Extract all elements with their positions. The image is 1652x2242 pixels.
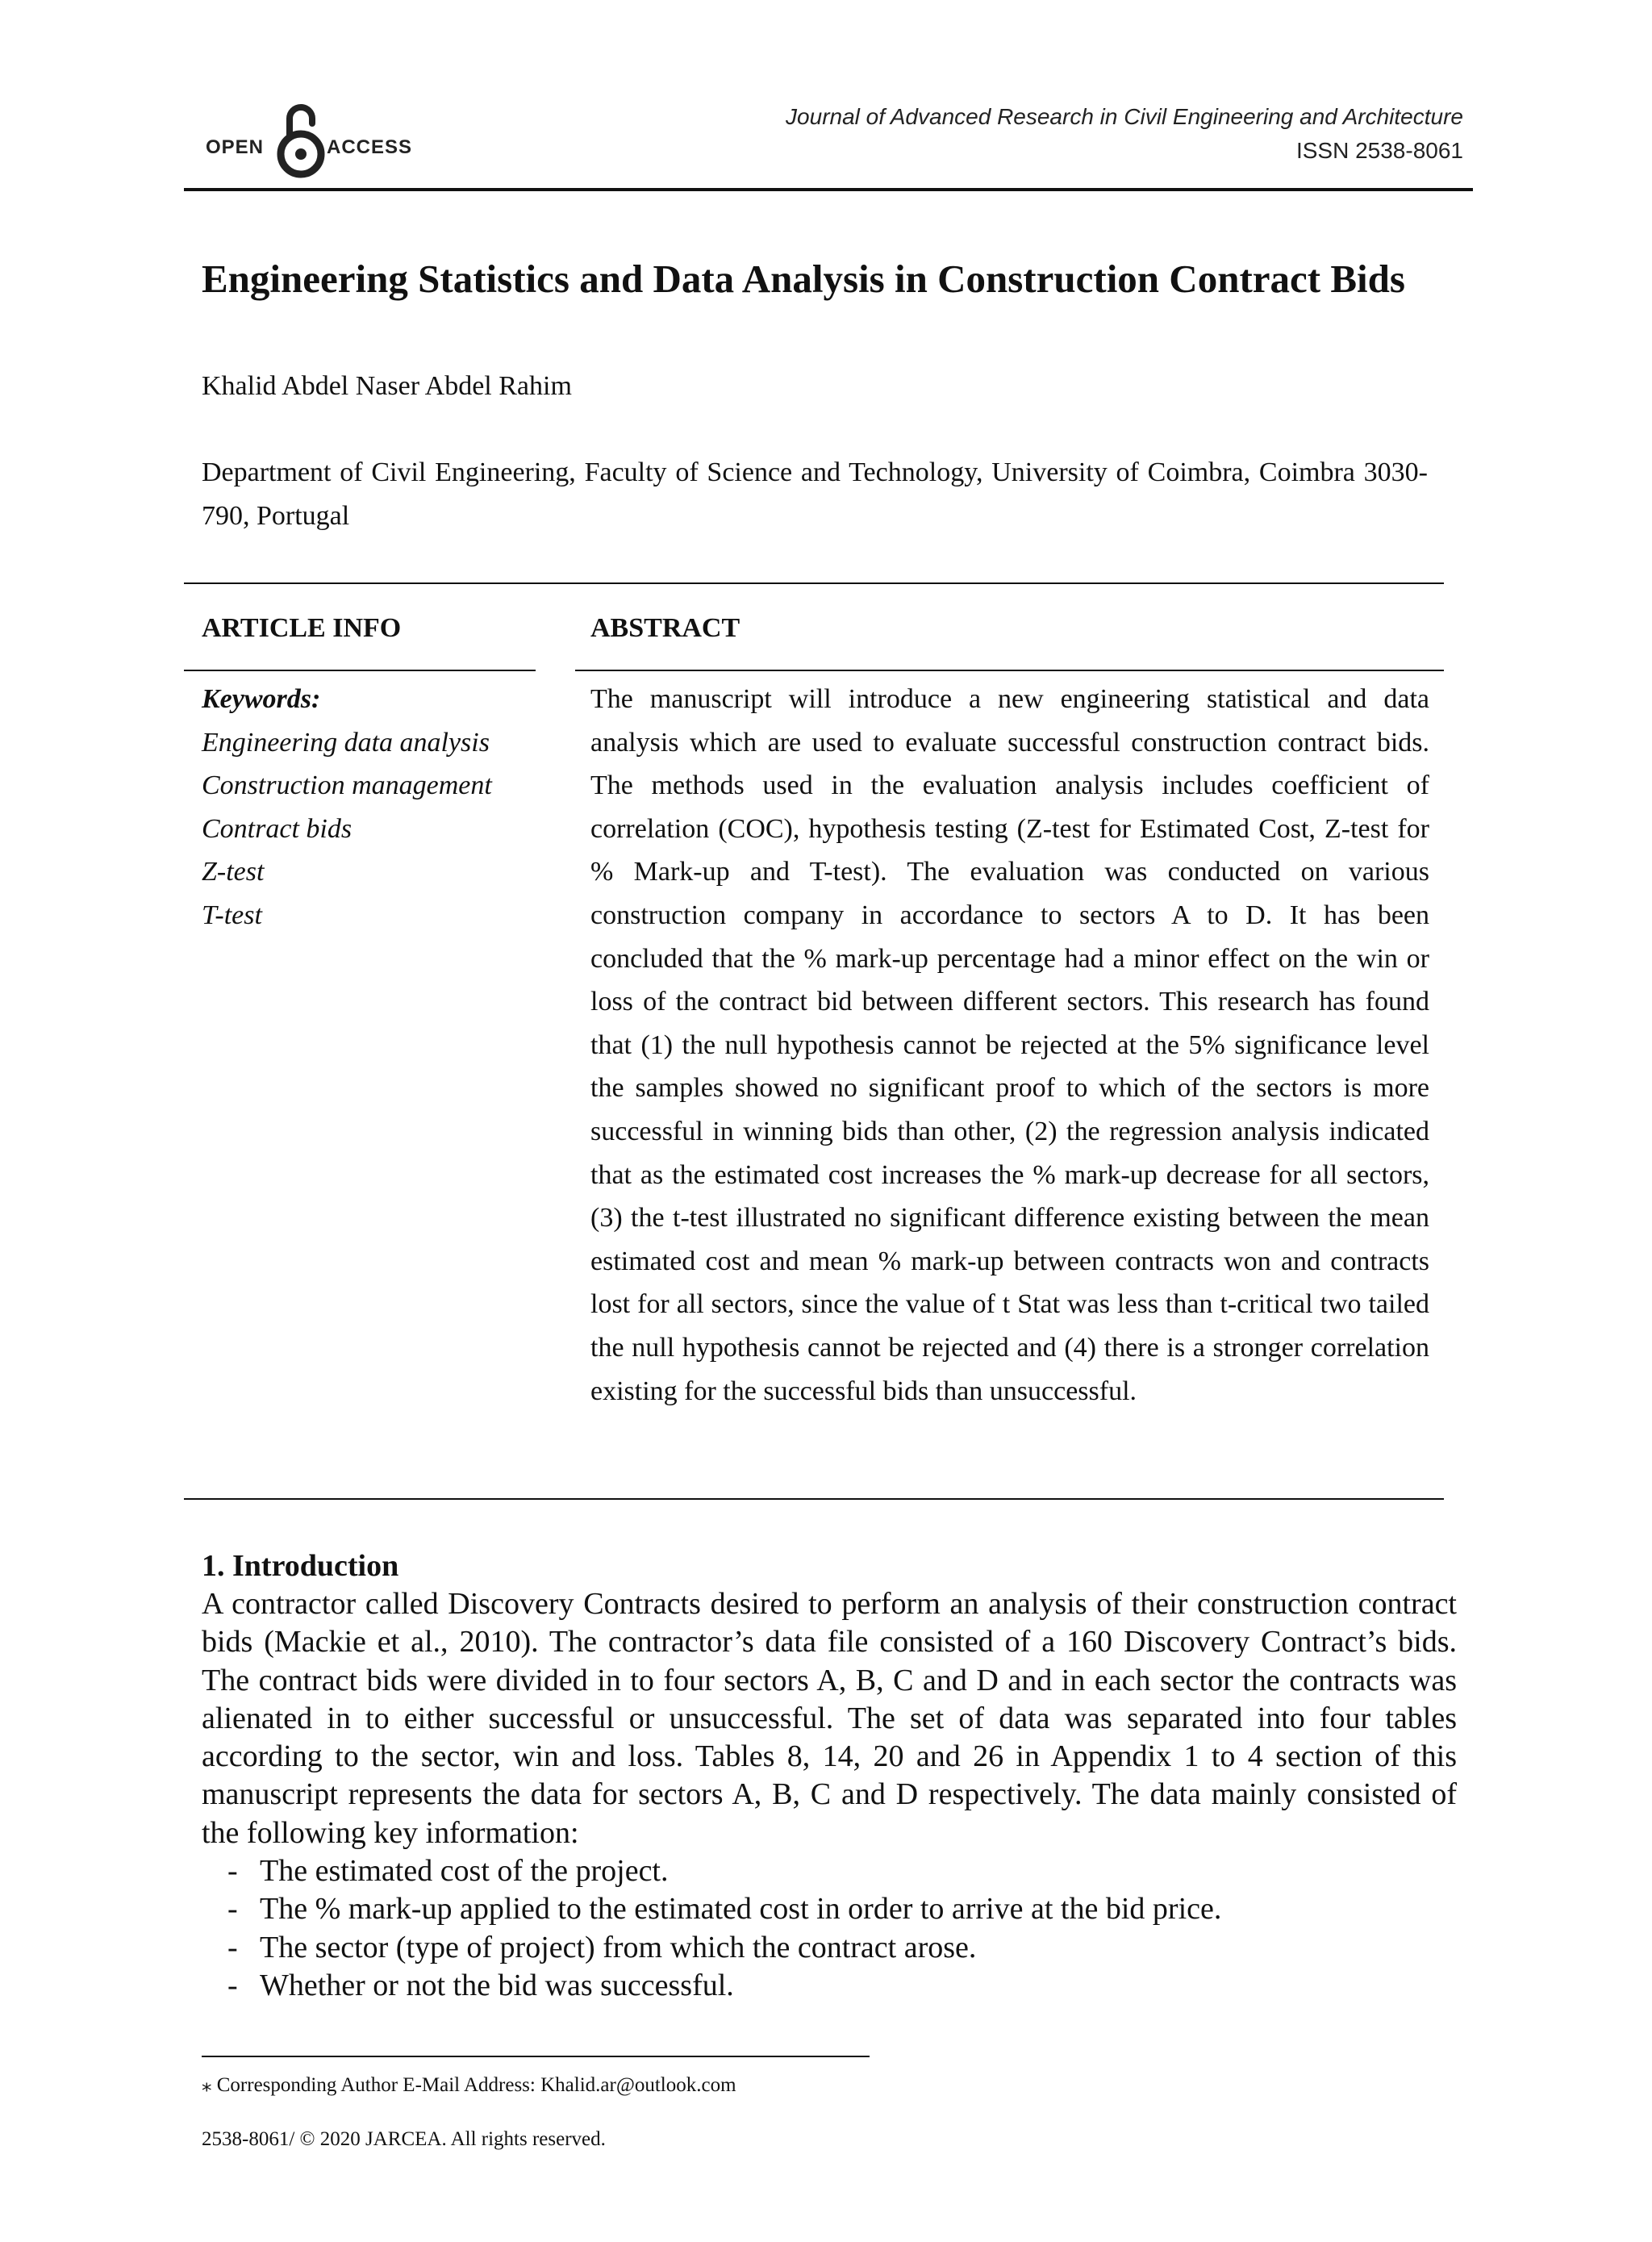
abstract-text: The manuscript will introduce a new engineering statistical and data analysis which are used to evaluate successful construction contract bids. The methods used in the evaluation analysis includes coefficient of correlation (COC), hypothesis testing (Z-test for Estimated Cost, Z-test for % Mark-up and T-test). The evaluation was conducted on various construction company in accordance to sectors A to D. It has been concluded that the % mark-up percentage had a minor effect on the win or loss of the contract bid between different sectors. This research has found that (1) the null hypothesis cannot be rejected at the 5% significance level the samples showed no significant proof to which of the sectors is more successful in winning bids than other, (2) the regression analysis indicated that as the estimated cost increases the % mark-up decrease for all sectors, (3) the t-test illustrated no significant difference existing between the mean estimated cost and mean % mark-up between contracts won and contracts lost for all sectors, since the value of t Stat was less than t-critical two tailed the null hypothesis cannot be rejected and (4) there is a stronger correlation existing for the successful bids than unsuccessful. (590, 684, 1429, 1406)
keyword: T-test (202, 900, 262, 930)
section-divider (184, 582, 1444, 584)
list-item-text: The % mark-up applied to the estimated cost in order to arrive at the bid price. (260, 1892, 1222, 1927)
copyright-notice: 2538-8061/ © 2020 JARCEA. All rights reserved. (202, 2128, 606, 2150)
paper-title: Engineering Statistics and Data Analysis in Construction Contract Bids (202, 257, 1405, 301)
bullet-marker: - (227, 1892, 238, 1927)
list-item-text: The estimated cost of the project. (260, 1854, 669, 1888)
author-name: Khalid Abdel Naser Abdel Rahim (202, 371, 572, 401)
article-info-divider (184, 670, 536, 671)
key-information-list (227, 1852, 1221, 2005)
header-rule (184, 188, 1473, 191)
open-access-logo (206, 101, 415, 182)
bullet-marker: - (227, 1968, 238, 2002)
keyword: Engineering data analysis (202, 727, 490, 758)
list-item-text: Whether or not the bid was successful. (260, 1968, 734, 2002)
journal-name: Journal of Advanced Research in Civil Engineering and Architecture (786, 104, 1463, 129)
introduction-paragraph: A contractor called Discovery Contracts desired to perform an analysis of their construction contract bids (Mackie et al., 2010). The contractor’s data file consisted of a 160 Discovery Contract’s bids. The contract bids were divided in to four sectors A, B, C and D and in each sector the contracts was alienated in to either successful or unsuccessful. The set of data was separated into four tables according to the sector, win and loss. Tables 8, 14, 20 and 26 in Appendix 1 to 4 section of this manuscript represents the data for sectors A, B, C and D respectively. The data mainly consisted of the following key information: (202, 1587, 1457, 1850)
open-lock-icon (277, 101, 325, 182)
logo-open-text: OPEN (206, 136, 265, 158)
list-item (227, 1890, 1221, 1928)
list-item (227, 1852, 1221, 1890)
list-item-text: The sector (type of project) from which the contract arose. (260, 1930, 977, 1964)
keywords-block (202, 678, 492, 937)
abstract-divider (575, 670, 1444, 671)
author-affiliation: Department of Civil Engineering, Faculty of Science and Technology, University of Coimbra, Coimbra 3030-790, Portugal (202, 457, 1428, 531)
logo-access-text: ACCESS (327, 136, 413, 158)
abstract-end-divider (184, 1498, 1444, 1500)
list-item (227, 1929, 1221, 1967)
bullet-marker: - (227, 1854, 238, 1888)
journal-issn: ISSN 2538-8061 (1295, 138, 1463, 163)
keywords-label: Keywords: (202, 684, 321, 714)
footnote-rule (202, 2056, 870, 2057)
bullet-marker: - (227, 1930, 238, 1964)
introduction-heading: 1. Introduction (202, 1549, 399, 1583)
corresponding-author-footnote: ⁎ Corresponding Author E-Mail Address: Khalid.ar@outlook.com (202, 2074, 736, 2096)
article-info-heading: ARTICLE INFO (202, 613, 402, 643)
keyword: Contract bids (202, 813, 353, 844)
keyword: Z-test (202, 857, 265, 887)
abstract-heading: ABSTRACT (590, 613, 740, 643)
keyword: Construction management (202, 770, 492, 801)
journal-header (786, 100, 1463, 168)
list-item (227, 1967, 1221, 2005)
